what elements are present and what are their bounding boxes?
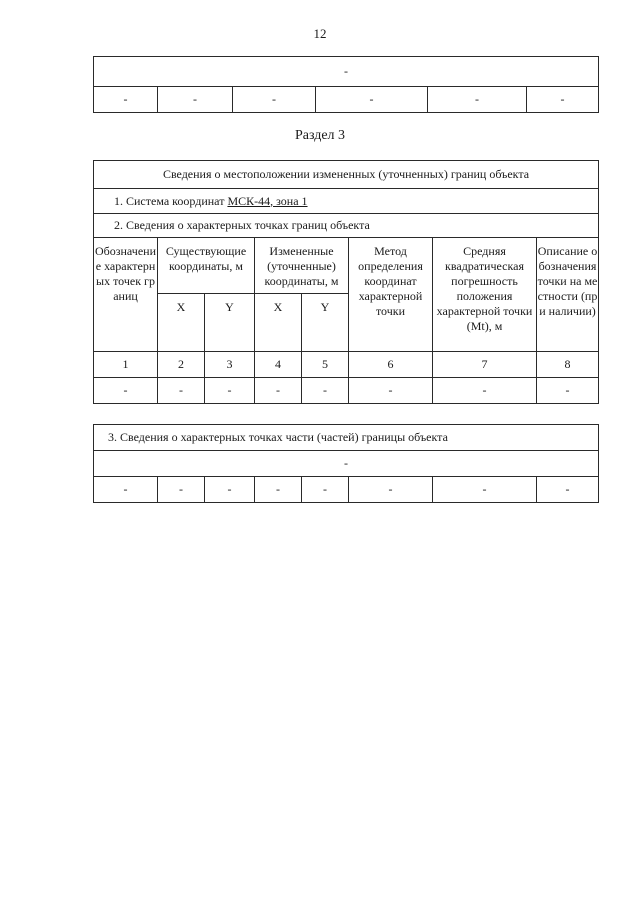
table-cell: -	[302, 477, 349, 503]
coordinate-system-value: МСК-44, зона 1	[227, 193, 308, 208]
table-cell: -	[94, 378, 158, 404]
column-number: 3	[205, 352, 255, 378]
table-cell: -	[433, 378, 537, 404]
parts-table	[93, 424, 599, 503]
table-cell: -	[428, 87, 527, 113]
subsection-title: 2. Сведения о характерных точках границ объекта	[94, 214, 599, 238]
main-table-title: Сведения о местоположении измененных (уточненных) границ объекта	[94, 161, 599, 189]
table-cell: -	[158, 87, 233, 113]
table-cell: -	[233, 87, 316, 113]
table-cell: -	[158, 378, 205, 404]
header-changed-x: X	[255, 294, 302, 352]
header-designation: Обозначение характерных точек границ	[94, 238, 158, 352]
main-table	[93, 160, 599, 404]
table-cell: -	[433, 477, 537, 503]
column-number: 2	[158, 352, 205, 378]
column-number: 8	[537, 352, 599, 378]
parts-table-title: 3. Сведения о характерных точках части (частей) границы объекта	[94, 425, 599, 451]
column-number: 7	[433, 352, 537, 378]
table-cell: -	[349, 477, 433, 503]
parts-table-header-cell: -	[94, 451, 599, 477]
column-number: 5	[302, 352, 349, 378]
top-table	[93, 56, 599, 113]
table-cell: -	[527, 87, 599, 113]
table-cell: -	[537, 477, 599, 503]
header-existing-y: Y	[205, 294, 255, 352]
page-number: 12	[313, 26, 327, 41]
table-cell: -	[349, 378, 433, 404]
table-cell: -	[205, 477, 255, 503]
table-cell: -	[302, 378, 349, 404]
column-number: 4	[255, 352, 302, 378]
table-cell: -	[316, 87, 428, 113]
table-cell: -	[255, 477, 302, 503]
top-table-header-cell: -	[94, 57, 599, 87]
header-changed-coords: Измененные (уточненные) координаты, м	[255, 238, 349, 294]
table-cell: -	[537, 378, 599, 404]
table-cell: -	[255, 378, 302, 404]
header-existing-x: X	[158, 294, 205, 352]
header-method: Метод определения координат характерной точки	[349, 238, 433, 352]
column-number: 1	[94, 352, 158, 378]
column-number: 6	[349, 352, 433, 378]
table-cell: -	[94, 477, 158, 503]
coordinate-system-label: 1. Система координат	[114, 193, 228, 208]
table-cell: -	[94, 87, 158, 113]
header-description: Описание обозначения точки на местности (при наличии)	[537, 238, 599, 352]
header-error: Средняя квадратическая погрешность положения характерной точки (Mt), м	[433, 238, 537, 352]
section-title: Раздел 3	[294, 128, 346, 143]
table-cell: -	[205, 378, 255, 404]
table-cell: -	[158, 477, 205, 503]
header-existing-coords: Существующие координаты, м	[158, 238, 255, 294]
coordinate-system	[94, 189, 599, 214]
header-changed-y: Y	[302, 294, 349, 352]
